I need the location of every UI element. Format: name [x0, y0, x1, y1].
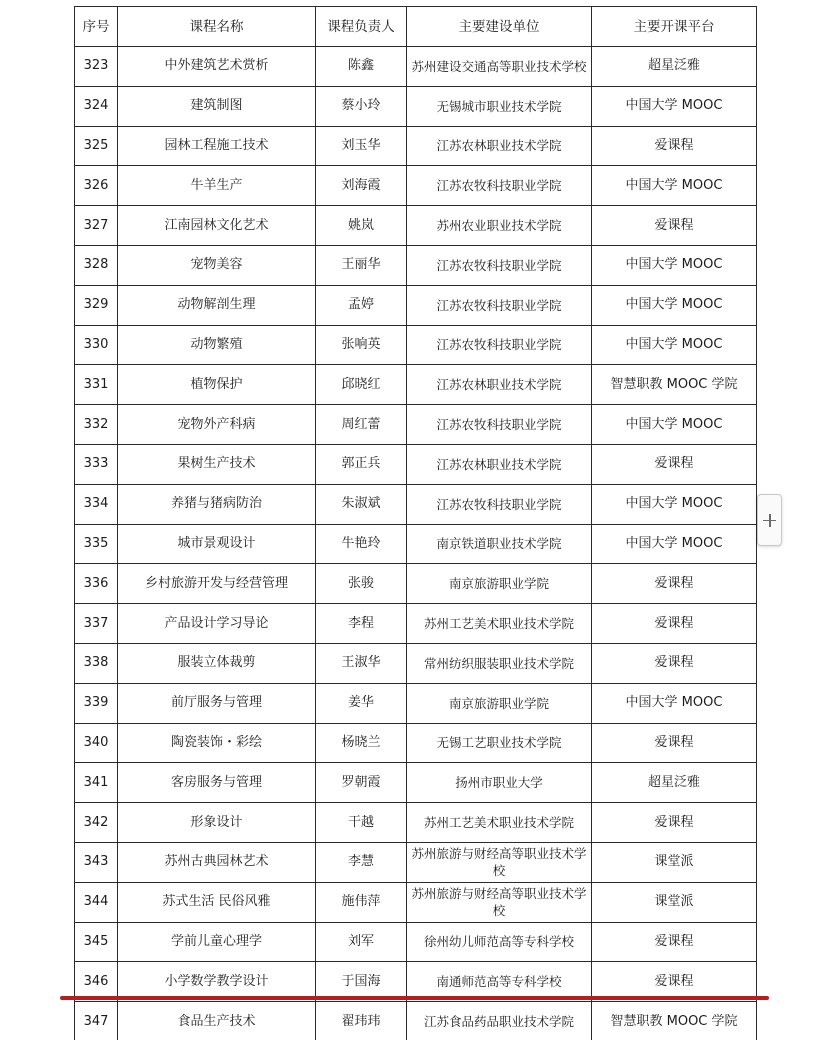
row-number: 324	[75, 86, 118, 126]
course-lead: 姜华	[316, 683, 407, 723]
main-unit: 苏州旅游与财经高等职业技术学校	[407, 842, 592, 882]
course-lead: 张响英	[316, 325, 407, 365]
platform: 中国大学 MOOC	[592, 166, 757, 206]
course-lead: 朱淑斌	[316, 484, 407, 524]
course-name: 江南园林文化艺术	[118, 206, 316, 246]
main-unit: 南京铁道职业技术学院	[407, 524, 592, 564]
main-unit: 苏州旅游与财经高等职业技术学校	[407, 882, 592, 922]
course-lead: 张骏	[316, 564, 407, 604]
main-unit: 无锡城市职业技术学院	[407, 86, 592, 126]
course-name: 产品设计学习导论	[118, 604, 316, 644]
main-unit: 江苏农牧科技职业学院	[407, 245, 592, 285]
course-lead: 邱晓红	[316, 365, 407, 405]
platform: 中国大学 MOOC	[592, 245, 757, 285]
course-name: 前厅服务与管理	[118, 683, 316, 723]
row-number: 346	[75, 962, 118, 1002]
main-unit: 江苏食品药品职业技术学院	[407, 1002, 592, 1040]
course-name: 陶瓷装饰・彩绘	[118, 723, 316, 763]
table-row	[75, 763, 757, 803]
red-underline-rule	[60, 996, 769, 1000]
main-unit: 江苏农牧科技职业学院	[407, 285, 592, 325]
course-name: 宠物美容	[118, 245, 316, 285]
row-number: 329	[75, 285, 118, 325]
course-lead: 郭正兵	[316, 444, 407, 484]
row-number: 332	[75, 405, 118, 445]
table-row	[75, 524, 757, 564]
plus-icon	[763, 514, 776, 527]
table-row	[75, 922, 757, 962]
course-name: 苏州古典园林艺术	[118, 842, 316, 882]
course-lead: 翟玮玮	[316, 1002, 407, 1040]
row-number: 343	[75, 842, 118, 882]
course-name: 宠物外产科病	[118, 405, 316, 445]
course-lead: 周红蕾	[316, 405, 407, 445]
row-number: 335	[75, 524, 118, 564]
course-lead: 刘军	[316, 922, 407, 962]
course-name: 服装立体裁剪	[118, 643, 316, 683]
course-name: 植物保护	[118, 365, 316, 405]
course-lead: 干越	[316, 803, 407, 843]
course-lead: 王丽华	[316, 245, 407, 285]
platform: 爱课程	[592, 444, 757, 484]
main-unit: 江苏农牧科技职业学院	[407, 405, 592, 445]
row-number: 333	[75, 444, 118, 484]
table-row	[75, 803, 757, 843]
platform: 超星泛雅	[592, 47, 757, 87]
table-row	[75, 285, 757, 325]
course-lead: 杨晓兰	[316, 723, 407, 763]
table-row	[75, 126, 757, 166]
main-unit: 常州纺织服装职业技术学院	[407, 643, 592, 683]
platform: 爱课程	[592, 643, 757, 683]
table-row	[75, 325, 757, 365]
table-row	[75, 643, 757, 683]
course-name: 苏式生活 民俗风雅	[118, 882, 316, 922]
row-number: 337	[75, 604, 118, 644]
platform: 爱课程	[592, 803, 757, 843]
course-lead: 孟婷	[316, 285, 407, 325]
course-lead: 施伟萍	[316, 882, 407, 922]
row-number: 327	[75, 206, 118, 246]
platform: 爱课程	[592, 922, 757, 962]
row-number: 345	[75, 922, 118, 962]
main-unit: 苏州农业职业技术学院	[407, 206, 592, 246]
row-number: 334	[75, 484, 118, 524]
table-header-row	[75, 7, 757, 47]
main-unit: 南通师范高等专科学校	[407, 962, 592, 1002]
platform: 智慧职教 MOOC 学院	[592, 1002, 757, 1040]
course-name: 果树生产技术	[118, 444, 316, 484]
main-unit: 江苏农牧科技职业学院	[407, 325, 592, 365]
table-row	[75, 444, 757, 484]
main-unit: 江苏农牧科技职业学院	[407, 166, 592, 206]
table-row	[75, 166, 757, 206]
header-course-lead: 课程负责人	[316, 7, 407, 47]
course-name: 食品生产技术	[118, 1002, 316, 1040]
course-name: 中外建筑艺术赏析	[118, 47, 316, 87]
table-row	[75, 604, 757, 644]
header-main-unit: 主要建设单位	[407, 7, 592, 47]
course-name: 小学数学教学设计	[118, 962, 316, 1002]
row-number: 342	[75, 803, 118, 843]
platform: 中国大学 MOOC	[592, 285, 757, 325]
course-table	[74, 6, 757, 1040]
platform: 超星泛雅	[592, 763, 757, 803]
row-number: 341	[75, 763, 118, 803]
table-row	[75, 47, 757, 87]
row-number: 338	[75, 643, 118, 683]
platform: 中国大学 MOOC	[592, 405, 757, 445]
course-name: 动物解剖生理	[118, 285, 316, 325]
course-name: 园林工程施工技术	[118, 126, 316, 166]
row-number: 325	[75, 126, 118, 166]
course-name: 客房服务与管理	[118, 763, 316, 803]
course-lead: 刘海霞	[316, 166, 407, 206]
main-unit: 江苏农林职业技术学院	[407, 444, 592, 484]
platform: 中国大学 MOOC	[592, 86, 757, 126]
main-unit: 苏州工艺美术职业技术学院	[407, 604, 592, 644]
platform: 课堂派	[592, 842, 757, 882]
platform: 爱课程	[592, 564, 757, 604]
platform: 爱课程	[592, 126, 757, 166]
course-lead: 王淑华	[316, 643, 407, 683]
row-number: 331	[75, 365, 118, 405]
row-number: 340	[75, 723, 118, 763]
course-name: 养猪与猪病防治	[118, 484, 316, 524]
table-row	[75, 882, 757, 922]
course-name: 建筑制图	[118, 86, 316, 126]
course-lead: 姚岚	[316, 206, 407, 246]
course-lead: 蔡小玲	[316, 86, 407, 126]
table-row	[75, 365, 757, 405]
course-name: 形象设计	[118, 803, 316, 843]
course-lead: 刘玉华	[316, 126, 407, 166]
table-row	[75, 842, 757, 882]
table-row	[75, 484, 757, 524]
row-number: 328	[75, 245, 118, 285]
row-number: 323	[75, 47, 118, 87]
table-row	[75, 206, 757, 246]
row-number: 336	[75, 564, 118, 604]
platform: 爱课程	[592, 962, 757, 1002]
table-row	[75, 1002, 757, 1040]
platform: 中国大学 MOOC	[592, 524, 757, 564]
platform: 中国大学 MOOC	[592, 325, 757, 365]
course-lead: 李慧	[316, 842, 407, 882]
main-unit: 江苏农林职业技术学院	[407, 365, 592, 405]
course-lead: 牛艳玲	[316, 524, 407, 564]
table-row	[75, 564, 757, 604]
row-number: 339	[75, 683, 118, 723]
course-name: 牛羊生产	[118, 166, 316, 206]
row-number: 330	[75, 325, 118, 365]
platform: 中国大学 MOOC	[592, 484, 757, 524]
course-name: 城市景观设计	[118, 524, 316, 564]
platform: 爱课程	[592, 206, 757, 246]
main-unit: 南京旅游职业学院	[407, 683, 592, 723]
header-course-name: 课程名称	[118, 7, 316, 47]
course-lead: 于国海	[316, 962, 407, 1002]
table-row	[75, 86, 757, 126]
course-name: 学前儿童心理学	[118, 922, 316, 962]
platform: 智慧职教 MOOC 学院	[592, 365, 757, 405]
table-row	[75, 405, 757, 445]
platform: 爱课程	[592, 723, 757, 763]
main-unit: 苏州工艺美术职业技术学院	[407, 803, 592, 843]
table-row	[75, 683, 757, 723]
course-name: 动物繁殖	[118, 325, 316, 365]
main-unit: 江苏农牧科技职业学院	[407, 484, 592, 524]
add-row-button[interactable]	[757, 494, 782, 546]
table-row	[75, 245, 757, 285]
main-unit: 扬州市职业大学	[407, 763, 592, 803]
row-number: 344	[75, 882, 118, 922]
course-lead: 陈鑫	[316, 47, 407, 87]
main-unit: 徐州幼儿师范高等专科学校	[407, 922, 592, 962]
course-lead: 罗朝霞	[316, 763, 407, 803]
platform: 爱课程	[592, 604, 757, 644]
header-platform: 主要开课平台	[592, 7, 757, 47]
platform: 中国大学 MOOC	[592, 683, 757, 723]
table-row	[75, 723, 757, 763]
main-unit: 无锡工艺职业技术学院	[407, 723, 592, 763]
row-number: 326	[75, 166, 118, 206]
main-unit: 南京旅游职业学院	[407, 564, 592, 604]
main-unit: 江苏农林职业技术学院	[407, 126, 592, 166]
course-lead: 李程	[316, 604, 407, 644]
main-unit: 苏州建设交通高等职业技术学校	[407, 47, 592, 87]
platform: 课堂派	[592, 882, 757, 922]
header-no: 序号	[75, 7, 118, 47]
row-number: 347	[75, 1002, 118, 1040]
course-name: 乡村旅游开发与经营管理	[118, 564, 316, 604]
